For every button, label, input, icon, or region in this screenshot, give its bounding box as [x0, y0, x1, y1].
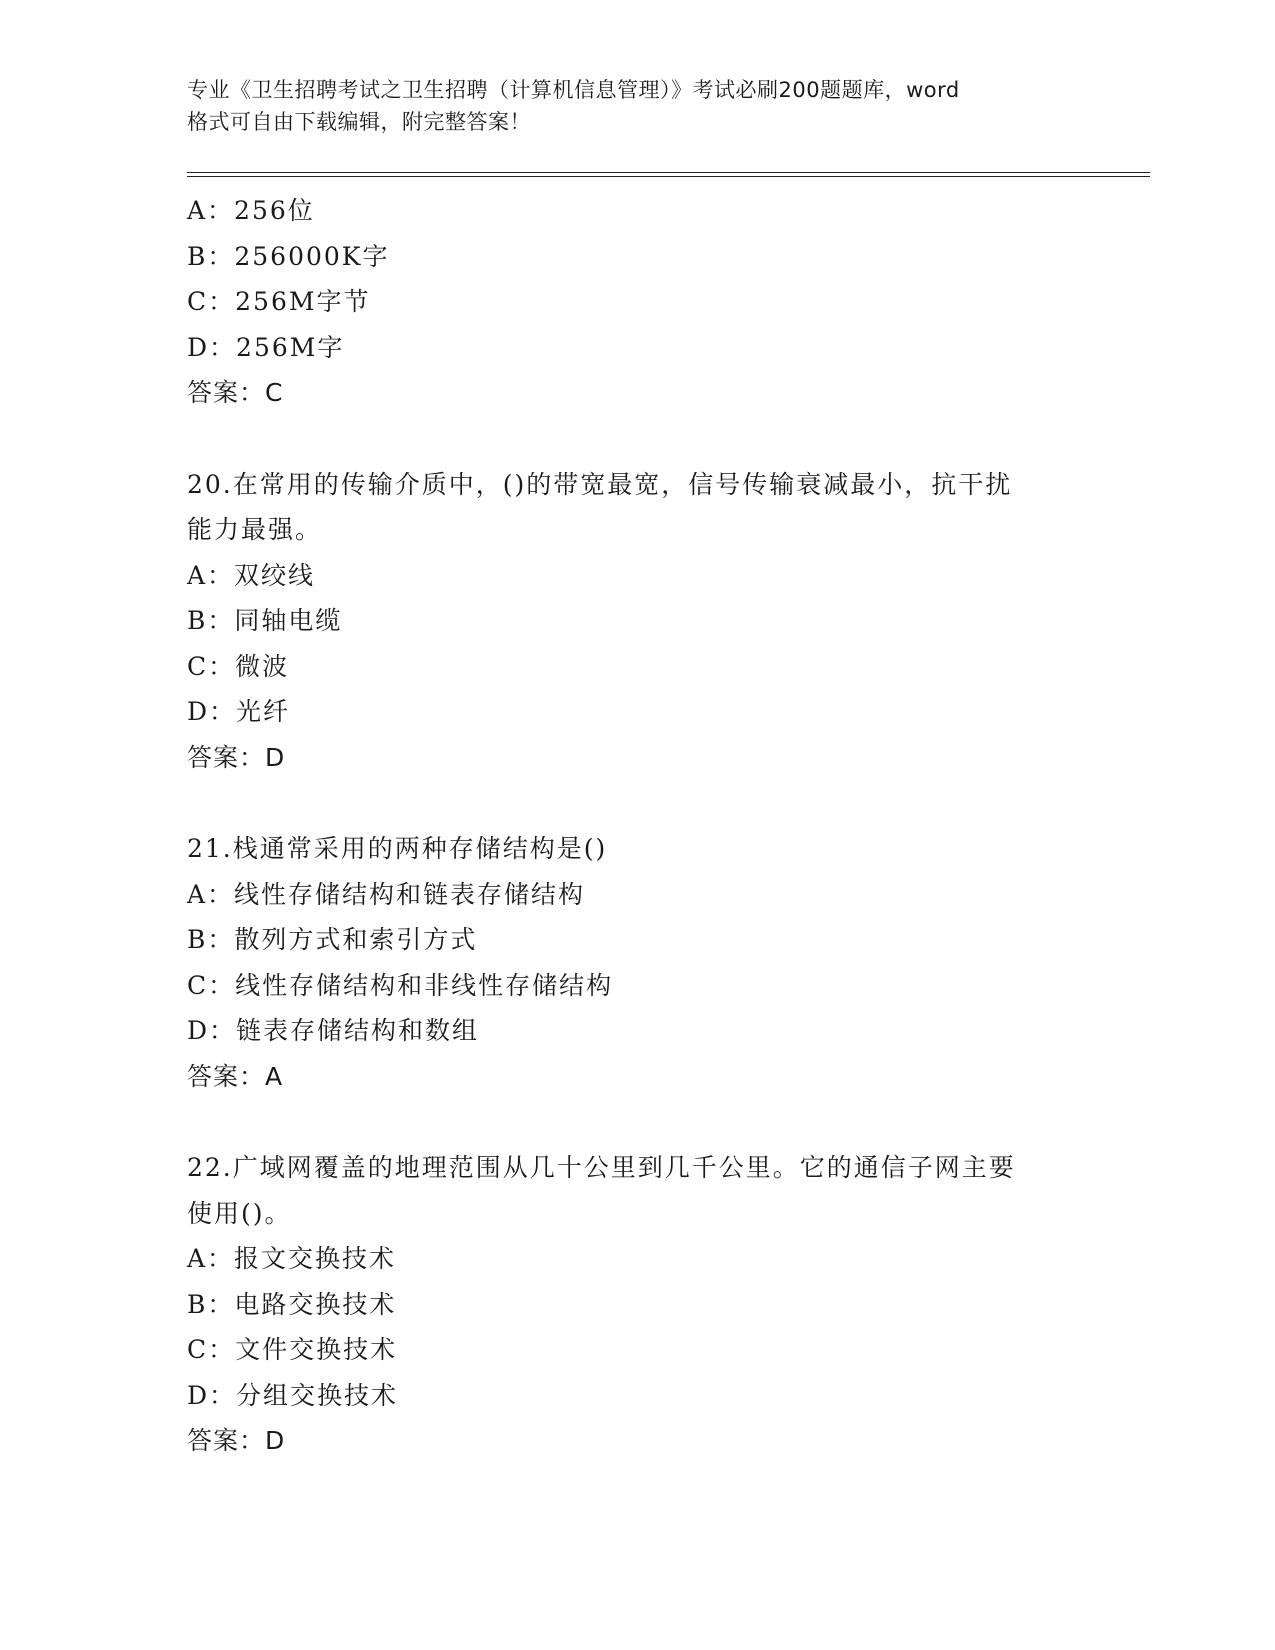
answer: 答案：D: [187, 1426, 286, 1455]
question-block-19: [187, 188, 1087, 416]
header-line-2: 格式可自由下载编辑，附完整答案！: [187, 110, 531, 134]
answer: 答案：A: [187, 1061, 284, 1091]
option-b: B：电路交换技术: [187, 1289, 397, 1319]
answer: 答案：C: [187, 378, 284, 407]
header-rule-top: [187, 172, 1150, 173]
option-d: D：分组交换技术: [187, 1380, 399, 1410]
option-c: C：256M字节: [187, 287, 371, 316]
question-stem-line-1: 20.在常用的传输介质中，()的带宽最宽，信号传输衰减最小，抗干扰: [187, 469, 1013, 499]
option-a: A：线性存储结构和链表存储结构: [187, 879, 586, 909]
document-header: [187, 74, 1087, 138]
option-b: B：同轴电缆: [187, 606, 343, 635]
option-d: D：链表存储结构和数组: [187, 1016, 480, 1045]
question-stem-line-2: 使用()。: [187, 1198, 292, 1228]
option-a: A：报文交换技术: [187, 1244, 397, 1273]
question-block-22: [187, 1145, 1087, 1464]
question-list: [187, 188, 1087, 1464]
option-c: C：微波: [187, 651, 290, 681]
header-line-1: 专业《卫生招聘考试之卫生招聘（计算机信息管理）》考试必刷200题题库，word: [187, 78, 960, 102]
question-stem-line-1: 22.广域网覆盖的地理范围从几十公里到几千公里。它的通信子网主要: [187, 1153, 1016, 1182]
question-block-21: [187, 826, 1087, 1099]
question-stem-line-2: 能力最强。: [187, 515, 323, 544]
option-a: A：双绞线: [187, 560, 316, 590]
option-d: D：256M字: [187, 332, 345, 362]
header-rule-bottom: [187, 176, 1150, 177]
question-stem-line-1: 21.栈通常采用的两种存储结构是(): [187, 834, 608, 863]
option-d: D：光纤: [187, 697, 291, 726]
option-c: C：线性存储结构和非线性存储结构: [187, 970, 614, 1000]
answer: 答案：D: [187, 742, 286, 772]
question-block-20: [187, 462, 1087, 781]
option-b: B：散列方式和索引方式: [187, 925, 478, 954]
option-b: B：256000K字: [187, 241, 390, 271]
option-c: C：文件交换技术: [187, 1335, 398, 1364]
option-a: A：256位: [187, 196, 315, 225]
